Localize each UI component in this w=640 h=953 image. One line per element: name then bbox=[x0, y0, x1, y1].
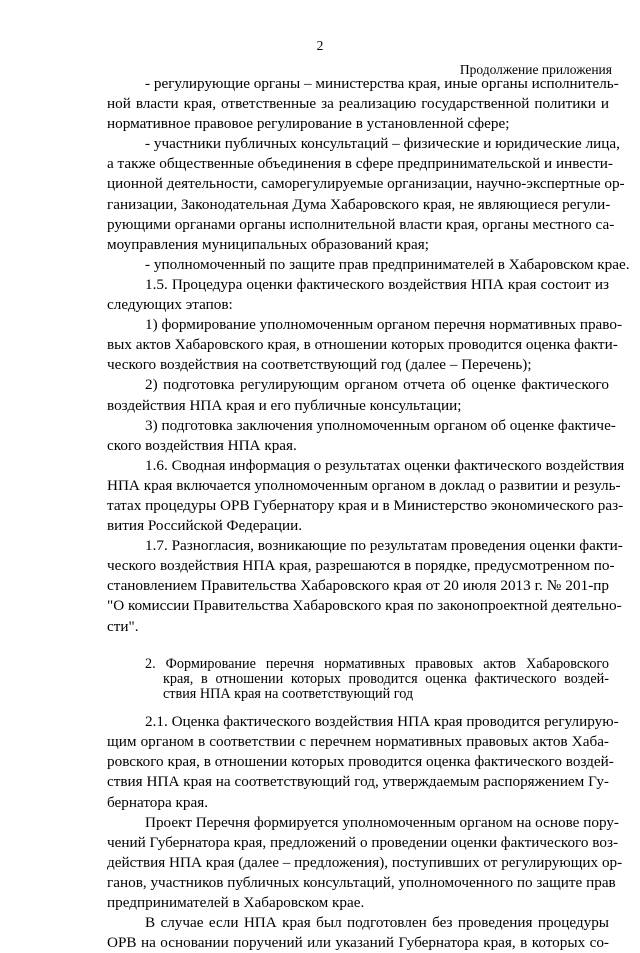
paragraph-stage-3 bbox=[107, 416, 616, 456]
paragraph-2-1 bbox=[107, 712, 619, 812]
text-line: НПА края включается уполномоченным органом в доклад о развитии и резуль- bbox=[107, 476, 621, 494]
text-line: чений Губернатора края, предложений о проведении оценки фактического воз- bbox=[107, 833, 618, 851]
text-line: В случае если НПА края был подготовлен без проведения процедуры bbox=[145, 914, 609, 932]
text-line: ствия НПА края на соответствующий год, утверждаемым распоряжением Гу- bbox=[107, 773, 609, 791]
paragraph-orv-case bbox=[107, 913, 609, 953]
text-line: сти". bbox=[107, 617, 139, 635]
text-line: рующими органами органы исполнительной власти края, органы местного са- bbox=[107, 215, 615, 233]
appendix-continuation-label: Продолжение приложения bbox=[459, 62, 612, 77]
text-line: воздействия НПА края и его публичные консультации; bbox=[107, 396, 462, 414]
paragraph-1-5 bbox=[107, 275, 609, 315]
text-line: 1.6. Сводная информация о результатах оценки фактического воздействия bbox=[145, 456, 625, 474]
text-line: нормативное правовое регулирование в установленной сфере; bbox=[107, 115, 510, 133]
text-line: ческого воздействия на соответствующий год (далее – Перечень); bbox=[107, 356, 532, 374]
paragraph-stage-2 bbox=[107, 375, 609, 415]
text-line: Проект Перечня формируется уполномоченным органом на основе пору- bbox=[145, 813, 619, 831]
text-line: вых актов Хабаровского края, в отношении которых проводится оценка факти- bbox=[107, 336, 618, 354]
text-line: - участники публичных консультаций – физические и юридические лица, bbox=[145, 135, 620, 153]
section-2-heading bbox=[107, 657, 609, 703]
text-line: ганизации, Законодательная Дума Хабаровского края, не являющиеся регули- bbox=[107, 195, 611, 213]
text-line: моуправления муниципальных образований края; bbox=[107, 235, 429, 253]
text-line: бернатора края. bbox=[107, 793, 208, 811]
text-line: вития Российской Федерации. bbox=[107, 517, 303, 535]
text-line: 1.5. Процедура оценки фактического воздействия НПА края состоит из bbox=[145, 275, 609, 293]
text-line: татах процедуры ОРВ Губернатору края и в Министерство экономического раз- bbox=[107, 496, 624, 514]
text-line: предпринимателей в Хабаровском крае. bbox=[107, 894, 365, 912]
text-line: - уполномоченный по защите прав предпринимателей в Хабаровском крае. bbox=[145, 255, 630, 273]
paragraph-consultation-participants bbox=[107, 134, 625, 255]
text-line: ОРВ на основании поручений или указаний Губернатора края, в которых со- bbox=[107, 934, 609, 952]
paragraph-1-6 bbox=[107, 456, 625, 536]
text-line: 2) подготовка регулирующим органом отчета об оценке фактического bbox=[145, 376, 609, 394]
text-line: а также общественные объединения в сфере предпринимательской и инвести- bbox=[107, 155, 613, 173]
text-line: ной власти края, ответственные за реализацию государственной политики и bbox=[107, 95, 609, 113]
text-line: 1) формирование уполномоченным органом перечня нормативных право- bbox=[145, 316, 623, 334]
text-line: действия НПА края (далее – предложения), поступивших от регулирующих ор- bbox=[107, 853, 623, 871]
text-line: 3) подготовка заключения уполномоченным органом об оценке фактиче- bbox=[145, 416, 616, 434]
heading-line: края, в отношении которых проводится оценка фактического воздей- bbox=[163, 670, 609, 687]
paragraph-ombudsman bbox=[107, 255, 630, 275]
text-line: 2.1. Оценка фактического воздействия НПА края проводится регулирую- bbox=[145, 713, 619, 731]
text-line: ского воздействия НПА края. bbox=[107, 436, 297, 454]
heading-line: ствия НПА края на соответствующий год bbox=[163, 686, 414, 702]
text-line: становлением Правительства Хабаровского края от 20 июля 2013 г. № 201-пр bbox=[107, 577, 609, 595]
paragraph-draft-list bbox=[107, 813, 623, 913]
spacer bbox=[107, 637, 609, 657]
page-number: 2 bbox=[316, 38, 324, 53]
text-line: - регулирующие органы – министерства края, иные органы исполнитель- bbox=[145, 75, 619, 92]
spacer bbox=[107, 702, 609, 712]
text-line: ровского края, в отношении которых проводится оценка фактического воздей- bbox=[107, 753, 614, 771]
text-line: "О комиссии Правительства Хабаровского края по законопроектной деятельно- bbox=[107, 597, 622, 615]
text-line: щим органом в соответствии с перечнем нормативных правовых актов Хаба- bbox=[107, 733, 609, 751]
text-line: ческого воздействия НПА края, разрешаются в порядке, предусмотренном по- bbox=[107, 557, 615, 575]
paragraph-stage-1 bbox=[107, 315, 623, 375]
paragraph-1-7 bbox=[107, 536, 623, 636]
text-line: следующих этапов: bbox=[107, 296, 233, 314]
text-line: 1.7. Разногласия, возникающие по результатам проведения оценки факти- bbox=[145, 537, 623, 555]
heading-line: 2. Формирование перечня нормативных правовых актов Хабаровского bbox=[145, 655, 609, 672]
paragraph-regulating-bodies bbox=[107, 74, 619, 134]
document-body bbox=[107, 74, 630, 953]
text-line: ганов, участников публичных консультаций, уполномоченного по защите прав bbox=[107, 873, 616, 891]
text-line: ционной деятельности, саморегулируемые организации, научно-экспертные ор- bbox=[107, 175, 625, 193]
